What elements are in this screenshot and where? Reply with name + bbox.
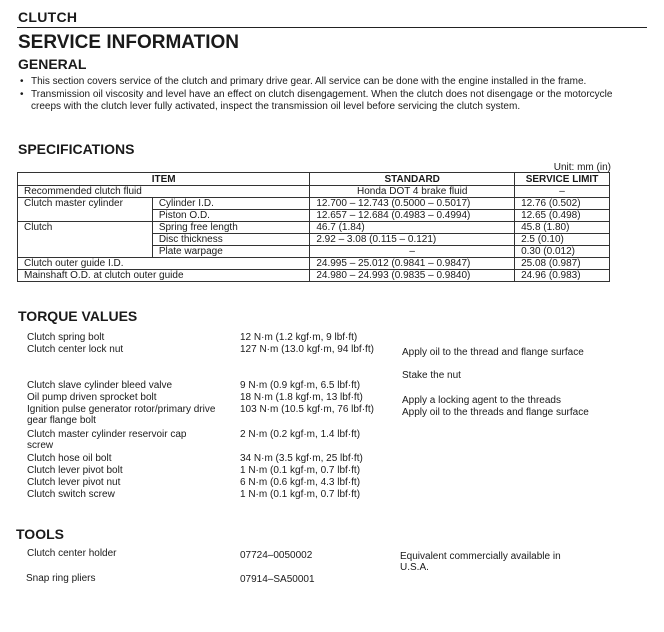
limit-cell: 12.76 (0.502) — [515, 198, 610, 210]
header-standard: STANDARD — [310, 173, 515, 186]
torque-item-value: 34 N·m (3.5 kgf·m, 25 lbf·ft) — [240, 453, 363, 464]
tool-name: Snap ring pliers — [26, 573, 96, 584]
tool-number: 07914–SA50001 — [240, 574, 315, 585]
general-bullet-text: Transmission oil viscosity and level have an effect on clutch disengagement. When the clutch does not disengage or the motorcycle creeps with the clutch lever fully activated, inspect the transmission oil level before servicing the clutch system. — [31, 89, 613, 112]
limit-cell: 0.30 (0.012) — [515, 246, 610, 258]
standard-cell: 24.995 – 25.012 (0.9841 – 0.9847) — [310, 258, 515, 270]
table-row — [18, 258, 610, 270]
item-cell-empty — [18, 246, 153, 258]
torque-item-value: 6 N·m (0.6 kgf·m, 4.3 lbf·ft) — [240, 477, 361, 488]
standard-cell: 24.980 – 24.993 (0.9835 – 0.9840) — [310, 270, 515, 282]
standard-cell: 2.92 – 3.08 (0.115 – 0.121) — [310, 234, 515, 246]
general-bullet — [18, 76, 633, 88]
page-title: SERVICE INFORMATION — [18, 32, 239, 53]
limit-cell: 12.65 (0.498) — [515, 210, 610, 222]
torque-item-name: Clutch switch screw — [27, 489, 115, 500]
subitem-cell: Plate warpage — [152, 246, 310, 258]
table-row — [18, 222, 610, 234]
table-row — [18, 234, 610, 246]
item-cell: Mainshaft O.D. at clutch outer guide — [18, 270, 310, 282]
torque-item-remark: Stake the nut — [402, 370, 461, 381]
torque-item-name: Clutch center lock nut — [27, 344, 124, 355]
tools-heading: TOOLS — [16, 526, 64, 542]
standard-cell: – — [310, 246, 515, 258]
torque-item-value: 127 N·m (13.0 kgf·m, 94 lbf·ft) — [240, 344, 374, 355]
general-heading: GENERAL — [18, 56, 87, 72]
table-row — [18, 246, 610, 258]
limit-cell: 25.08 (0.987) — [515, 258, 610, 270]
table-row — [18, 186, 610, 198]
tool-name: Clutch center holder — [27, 548, 117, 559]
torque-item-remark: Apply oil to the threads and flange surface — [402, 407, 589, 418]
torque-item-remark: Apply a locking agent to the threads — [402, 395, 561, 406]
torque-item-value: 1 N·m (0.1 kgf·m, 0.7 lbf·ft) — [240, 489, 361, 500]
torque-item-name: Oil pump driven sprocket bolt — [27, 392, 157, 403]
torque-item-name: Clutch lever pivot bolt — [27, 465, 123, 476]
chapter-title: CLUTCH — [18, 9, 78, 25]
torque-item-name: Clutch master cylinder reservoir cap screw — [27, 429, 187, 451]
bullet-marker: • — [20, 76, 24, 87]
torque-item-value: 2 N·m (0.2 kgf·m, 1.4 lbf·ft) — [240, 429, 361, 440]
standard-cell: 46.7 (1.84) — [310, 222, 515, 234]
item-cell: Recommended clutch fluid — [18, 186, 310, 198]
torque-item-value: 1 N·m (0.1 kgf·m, 0.7 lbf·ft) — [240, 465, 361, 476]
torque-item-name: Clutch lever pivot nut — [27, 477, 121, 488]
subitem-cell: Piston O.D. — [152, 210, 310, 222]
standard-cell: Honda DOT 4 brake fluid — [310, 186, 515, 198]
table-row — [18, 198, 610, 210]
item-cell-empty — [18, 210, 153, 222]
torque-item-name: Ignition pulse generator rotor/primary drive gear flange bolt — [27, 404, 216, 426]
subitem-cell: Disc thickness — [152, 234, 310, 246]
torque-item-remark: Apply oil to the thread and flange surface — [402, 347, 584, 358]
limit-cell: – — [515, 186, 610, 198]
torque-item-name: Clutch slave cylinder bleed valve — [27, 380, 173, 391]
subitem-cell: Spring free length — [152, 222, 310, 234]
torque-item-value: 9 N·m (0.9 kgf·m, 6.5 lbf·ft) — [240, 380, 361, 391]
item-cell: Clutch outer guide I.D. — [18, 258, 310, 270]
tool-number: 07724–0050002 — [240, 550, 313, 561]
torque-item-name: Clutch spring bolt — [27, 332, 105, 343]
header-service-limit: SERVICE LIMIT — [515, 173, 610, 186]
item-cell: Clutch — [18, 222, 153, 234]
item-cell-empty — [18, 234, 153, 246]
general-bullet-list — [18, 76, 633, 114]
tool-note: Equivalent commercially available in U.S.A. — [400, 551, 561, 573]
limit-cell: 45.8 (1.80) — [515, 222, 610, 234]
specifications-heading: SPECIFICATIONS — [18, 141, 135, 157]
limit-cell: 2.5 (0.10) — [515, 234, 610, 246]
torque-item-name: Clutch hose oil bolt — [27, 453, 112, 464]
general-bullet-text: This section covers service of the clutch and primary drive gear. All service can be done with the engine installed in the frame. — [31, 76, 587, 87]
bullet-marker: • — [20, 89, 24, 100]
torque-item-value: 12 N·m (1.2 kgf·m, 9 lbf·ft) — [240, 332, 358, 343]
torque-item-value: 103 N·m (10.5 kgf·m, 76 lbf·ft) — [240, 404, 374, 415]
standard-cell: 12.700 – 12.743 (0.5000 – 0.5017) — [310, 198, 515, 210]
limit-cell: 24.96 (0.983) — [515, 270, 610, 282]
table-row — [18, 210, 610, 222]
table-row — [18, 270, 610, 282]
chapter-rule — [17, 27, 647, 28]
table-header-row — [18, 173, 610, 186]
general-bullet — [18, 89, 633, 113]
subitem-cell: Cylinder I.D. — [152, 198, 310, 210]
torque-values-heading: TORQUE VALUES — [18, 308, 138, 324]
torque-item-value: 18 N·m (1.8 kgf·m, 13 lbf·ft) — [240, 392, 363, 403]
unit-note: Unit: mm (in) — [553, 162, 611, 173]
standard-cell: 12.657 – 12.684 (0.4983 – 0.4994) — [310, 210, 515, 222]
specifications-table — [17, 172, 610, 282]
item-cell: Clutch master cylinder — [18, 198, 153, 210]
header-item: ITEM — [18, 173, 310, 186]
